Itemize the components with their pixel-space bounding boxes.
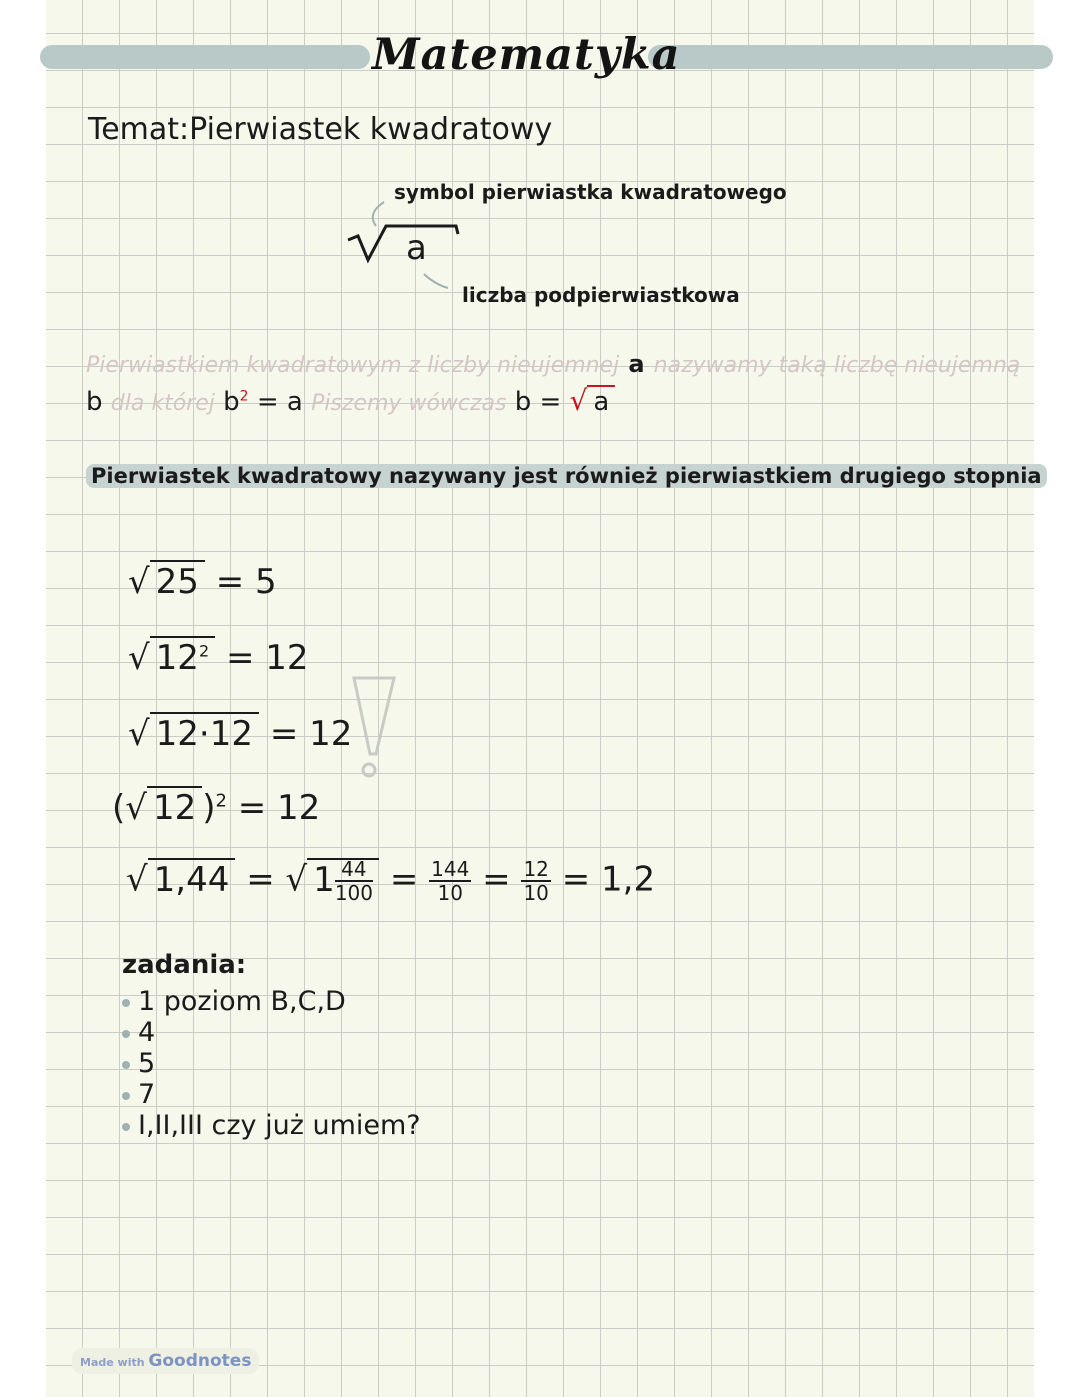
equals-sign: = <box>246 859 275 900</box>
tasks-title: zadania: <box>122 950 247 980</box>
definition-text-3: Piszemy wówczas <box>311 391 507 416</box>
notebook-page <box>46 0 1034 1397</box>
equals-sign: = <box>389 859 419 900</box>
example-5 <box>126 858 655 904</box>
bullet-icon <box>122 1030 130 1038</box>
example-3-result: = 12 <box>269 714 353 754</box>
definition-text: Pierwiastkiem kwadratowym z liczby nieujemnej <box>86 353 620 378</box>
example-4-exponent: 2 <box>215 790 227 812</box>
task-item <box>122 1079 421 1110</box>
definition-text-end: nazywamy taką liczbę nieujemną <box>653 353 1021 378</box>
example-2-result: = 12 <box>225 638 309 678</box>
example-2-radicand: 12 <box>155 638 199 678</box>
fraction-numerator: 144 <box>431 857 470 881</box>
title-band-left <box>40 45 370 69</box>
bullet-icon <box>122 1061 130 1069</box>
example-2-exponent: 2 <box>198 641 210 661</box>
fraction-denominator: 10 <box>523 881 549 905</box>
topic-line <box>88 112 552 147</box>
topic-label: Temat: <box>88 112 190 147</box>
example-1-result: = 5 <box>215 562 277 602</box>
fraction-denominator: 100 <box>334 881 373 905</box>
root-symbol: √ <box>126 859 148 900</box>
definition-line-2 <box>86 384 615 417</box>
var-b-equals: b = <box>514 387 562 417</box>
highlight-sentence-wrap <box>86 464 1047 488</box>
highlight-sentence: Pierwiastek kwadratowy nazywany jest również pierwiastkiem drugiego stopnia <box>86 464 1047 488</box>
task-item <box>122 1048 421 1079</box>
title-band-right <box>648 45 1053 69</box>
exponent-2: 2 <box>239 388 249 405</box>
bullet-icon <box>122 1123 130 1131</box>
example-4-radicand: 12 <box>147 786 202 828</box>
example-3 <box>128 714 352 754</box>
var-b-squared: b <box>223 387 240 417</box>
task-item <box>122 1017 421 1048</box>
root-symbol: √ <box>128 714 150 754</box>
example-4-result: = 12 <box>237 788 321 828</box>
root-symbol: √ <box>128 638 150 678</box>
page-title: Matematyka <box>372 30 681 80</box>
example-5-result: = 1,2 <box>561 859 656 900</box>
fraction-44-100 <box>335 858 373 904</box>
example-5-radicand: 1,44 <box>148 858 236 900</box>
task-text: 5 <box>138 1048 156 1079</box>
equals-a: = a <box>256 387 303 417</box>
example-3-radicand: 12·12 <box>150 712 259 754</box>
task-text: 4 <box>138 1017 156 1048</box>
bullet-icon <box>122 999 130 1007</box>
root-symbol-red: √ <box>569 384 588 417</box>
close-paren: ) <box>202 788 216 828</box>
example-2 <box>128 638 309 678</box>
symbol-label: symbol pierwiastka kwadratowego <box>394 180 787 204</box>
made-with-label: Made with <box>80 1356 145 1369</box>
bullet-icon <box>122 1092 130 1100</box>
definition-var-a: a <box>628 350 645 378</box>
fraction-numerator: 12 <box>523 857 549 881</box>
definition-line-1 <box>86 350 1020 378</box>
root-symbol: √ <box>125 788 147 828</box>
var-b: b <box>86 387 103 417</box>
example-1-radicand: 25 <box>150 560 205 602</box>
equals-sign: = <box>482 859 511 900</box>
radicand-label: liczba podpierwiastkowa <box>462 283 740 307</box>
example-1 <box>128 562 277 602</box>
root-symbol: √ <box>128 562 150 602</box>
definition-text-2: dla której <box>110 391 215 416</box>
task-text: 7 <box>138 1079 156 1110</box>
example-5-whole: 1 <box>313 859 335 900</box>
task-text: 1 poziom B,C,D <box>138 986 346 1017</box>
fraction-denominator: 10 <box>437 881 463 905</box>
fraction-144-10 <box>429 858 471 904</box>
fraction-numerator: 44 <box>335 858 373 882</box>
topic-value: Pierwiastek kwadratowy <box>189 112 553 147</box>
radicand: a <box>406 228 427 268</box>
goodnotes-logo: Goodnotes <box>148 1351 252 1371</box>
open-paren: ( <box>112 788 126 828</box>
example-4 <box>112 788 320 828</box>
tasks-section <box>122 950 421 1141</box>
root-a: a <box>587 385 615 417</box>
task-item <box>122 1110 421 1141</box>
fraction-12-10 <box>521 858 550 904</box>
root-symbol: √ <box>285 859 308 900</box>
exclamation-icon <box>352 676 396 786</box>
made-with-goodnotes-badge <box>72 1348 259 1374</box>
task-text: I,II,III czy już umiem? <box>138 1110 421 1141</box>
task-item <box>122 986 421 1017</box>
